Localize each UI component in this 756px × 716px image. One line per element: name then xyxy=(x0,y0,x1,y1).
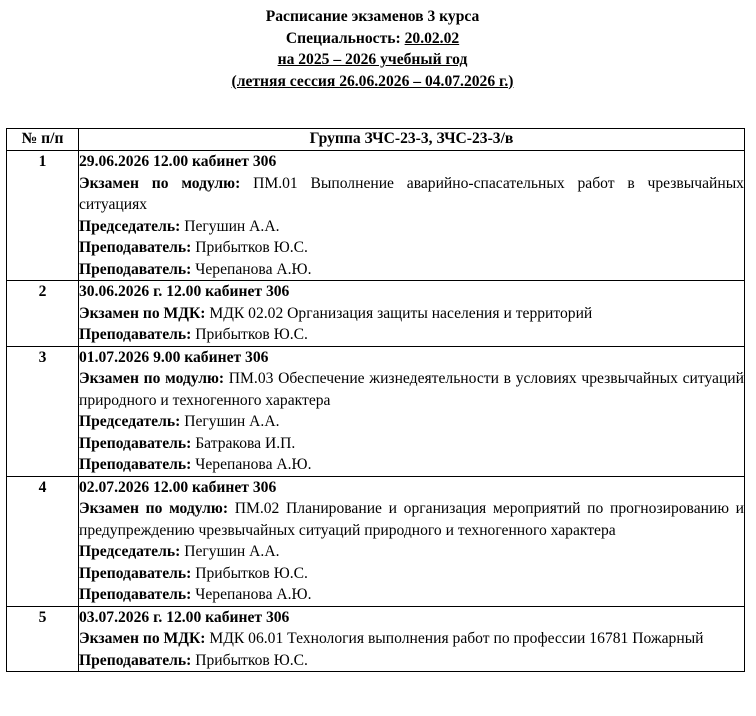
staff-line xyxy=(79,584,744,606)
row-number: 2 xyxy=(7,281,79,347)
staff-line xyxy=(79,433,744,455)
staff-line xyxy=(79,650,744,672)
table-header-row xyxy=(7,129,745,151)
table-row xyxy=(7,151,745,281)
exam-details xyxy=(79,476,745,606)
staff-name: Пегушин А.А. xyxy=(180,543,280,560)
exam-subject xyxy=(79,368,744,411)
exam-type-label: Экзамен по МДК: xyxy=(79,304,206,322)
staff-line xyxy=(79,216,744,238)
staff-role: Председатель: xyxy=(79,217,181,235)
column-header-group: Группа ЗЧС-23-3, ЗЧС-23-3/в xyxy=(79,129,745,151)
session-dates: (летняя сессия 26.06.2026 – 04.07.2026 г.) xyxy=(231,72,514,90)
staff-name: Пегушин А.А. xyxy=(180,413,280,430)
exam-type-label: Экзамен по модулю: xyxy=(79,370,225,387)
staff-name: Черепанова А.Ю. xyxy=(191,456,312,473)
staff-line xyxy=(79,563,744,585)
staff-role: Преподаватель: xyxy=(79,564,192,582)
table-row xyxy=(7,346,745,476)
staff-role: Преподаватель: xyxy=(79,456,192,473)
staff-line xyxy=(79,237,744,259)
staff-line xyxy=(79,324,744,346)
exam-details xyxy=(79,151,745,281)
exam-datetime: 01.07.2026 9.00 кабинет 306 xyxy=(79,348,269,366)
staff-role: Председатель: xyxy=(79,413,181,430)
exam-details xyxy=(79,346,745,476)
staff-name: Черепанова А.Ю. xyxy=(191,586,312,603)
staff-name: Батракова И.П. xyxy=(191,434,296,452)
row-number: 1 xyxy=(7,151,79,281)
specialty-label: Специальность: xyxy=(285,29,405,47)
staff-line xyxy=(79,454,744,476)
staff-role: Преподаватель: xyxy=(79,326,192,343)
exam-subject xyxy=(79,498,744,541)
staff-role: Преподаватель: xyxy=(79,239,192,256)
exam-schedule-table xyxy=(6,128,745,672)
exam-subject-text: МДК 02.02 Организация защиты населения и территорий xyxy=(205,304,593,322)
specialty-code: 20.02.02 xyxy=(404,29,460,47)
exam-type-label: Экзамен по модулю: xyxy=(79,500,229,517)
exam-datetime: 02.07.2026 12.00 кабинет 306 xyxy=(79,478,277,496)
exam-datetime: 29.06.2026 12.00 кабинет 306 xyxy=(79,153,277,170)
staff-role: Преподаватель: xyxy=(79,260,192,278)
table-body xyxy=(7,151,745,672)
exam-subject-text: ПМ.02 Планирование и организация мероприятий по прогнозированию и предупреждению чрезвычайных ситуаций природного и техногенного характера xyxy=(79,500,744,539)
staff-name: Прибытков Ю.С. xyxy=(191,564,308,582)
table-row xyxy=(7,606,745,672)
specialty-line xyxy=(0,28,745,50)
exam-subject xyxy=(79,303,744,325)
exam-subject-text: ПМ.01 Выполнение аварийно-спасательных работ в чрезвычайных ситуациях xyxy=(79,174,744,213)
exam-datetime: 30.06.2026 г. 12.00 кабинет 306 xyxy=(79,283,290,300)
staff-role: Преподаватель: xyxy=(79,651,192,669)
column-header-number: № п/п xyxy=(7,129,79,151)
document-header xyxy=(0,6,745,92)
row-number: 4 xyxy=(7,476,79,606)
staff-name: Прибытков Ю.С. xyxy=(191,239,308,256)
staff-role: Преподаватель: xyxy=(79,434,192,452)
row-number: 5 xyxy=(7,606,79,672)
staff-name: Прибытков Ю.С. xyxy=(191,651,308,669)
staff-line xyxy=(79,259,744,281)
exam-type-label: Экзамен по модулю: xyxy=(79,174,241,192)
exam-subject-text: ПМ.03 Обеспечение жизнедеятельности в условиях чрезвычайных ситуаций природного и техногенного характера xyxy=(79,370,744,409)
exam-details xyxy=(79,281,745,347)
staff-role: Преподаватель: xyxy=(79,586,192,603)
table-row xyxy=(7,281,745,347)
exam-details xyxy=(79,606,745,672)
exam-datetime: 03.07.2026 г. 12.00 кабинет 306 xyxy=(79,608,290,626)
exam-subject xyxy=(79,628,744,650)
exam-subject-text: МДК 06.01 Технология выполнения работ по профессии 16781 Пожарный xyxy=(205,630,704,647)
exam-subject xyxy=(79,173,744,216)
staff-line xyxy=(79,541,744,563)
staff-role: Председатель: xyxy=(79,543,181,560)
staff-name: Прибытков Ю.С. xyxy=(191,326,308,343)
academic-year: на 2025 – 2026 учебный год xyxy=(277,51,468,68)
document-title: Расписание экзаменов 3 курса xyxy=(265,8,480,25)
staff-name: Пегушин А.А. xyxy=(180,217,280,235)
exam-type-label: Экзамен по МДК: xyxy=(79,630,206,647)
row-number: 3 xyxy=(7,346,79,476)
table-row xyxy=(7,476,745,606)
staff-name: Черепанова А.Ю. xyxy=(191,260,312,278)
staff-line xyxy=(79,411,744,433)
